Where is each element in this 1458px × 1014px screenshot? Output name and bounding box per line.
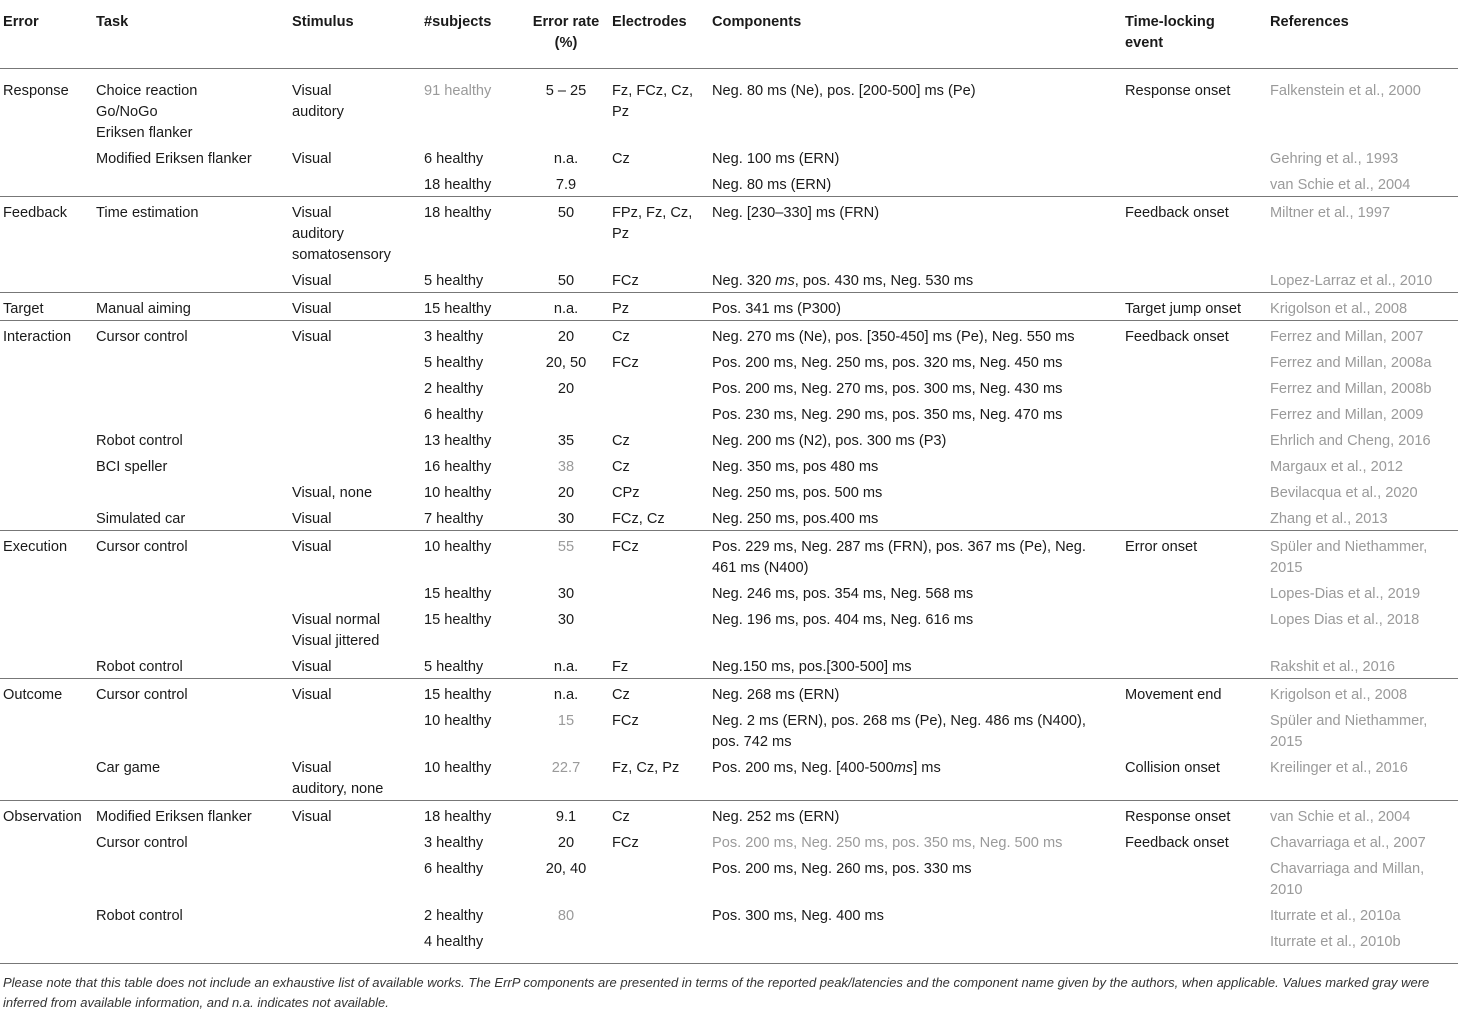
cell-reference: Kreilinger et al., 2016 bbox=[1270, 760, 1408, 776]
cell-subjects: 2 healthy bbox=[424, 908, 484, 924]
cell-subjects: 10 healthy bbox=[424, 485, 492, 501]
cell-error bbox=[0, 170, 96, 197]
cell-reference: Miltner et al., 1997 bbox=[1270, 197, 1458, 267]
cell-components: Neg. 250 ms, pos. 500 ms bbox=[712, 485, 883, 501]
cell-stimulus bbox=[292, 452, 424, 478]
cell-error-rate: 55 bbox=[520, 531, 612, 580]
cell-time-locking: Response onset bbox=[1125, 83, 1231, 99]
cell-task: BCI speller bbox=[96, 459, 168, 475]
cell-stimulus: Visual bbox=[292, 679, 424, 707]
header-electrodes: Electrodes bbox=[612, 0, 712, 69]
table-row bbox=[0, 197, 1458, 267]
cell-task bbox=[96, 478, 292, 504]
cell-electrodes bbox=[612, 901, 712, 927]
cell-electrodes: FPz, Fz, Cz, Pz bbox=[612, 197, 712, 267]
cell-task bbox=[96, 927, 292, 964]
cell-task: Time estimation bbox=[96, 197, 292, 267]
cell-time-locking bbox=[1125, 504, 1270, 531]
table-row bbox=[0, 293, 1458, 321]
cell-time-locking bbox=[1125, 374, 1270, 400]
cell-subjects: 15 healthy bbox=[424, 293, 520, 321]
table-row bbox=[0, 579, 1458, 605]
cell-error: Response bbox=[3, 83, 69, 99]
cell-task: Robot control bbox=[96, 433, 183, 449]
cell-stimulus bbox=[292, 170, 424, 197]
cell-task: Choice reaction Go/NoGo Eriksen flanker bbox=[96, 83, 198, 141]
cell-electrodes: Fz bbox=[612, 659, 629, 675]
cell-components: Pos. 200 ms, Neg. 250 ms, pos. 320 ms, Neg. 450 ms bbox=[712, 355, 1063, 371]
cell-reference: Iturrate et al., 2010b bbox=[1270, 927, 1458, 964]
table-row bbox=[0, 452, 1458, 478]
cell-time-locking bbox=[1125, 144, 1270, 170]
cell-reference: Gehring et al., 1993 bbox=[1270, 151, 1399, 167]
cell-reference: Iturrate et al., 2010a bbox=[1270, 908, 1401, 924]
cell-time-locking bbox=[1125, 400, 1270, 426]
cell-error bbox=[0, 753, 96, 801]
cell-subjects: 7 healthy bbox=[424, 511, 484, 527]
cell-task: Cursor control bbox=[96, 531, 292, 580]
cell-subjects: 91 healthy bbox=[424, 83, 492, 99]
cell-subjects: 4 healthy bbox=[424, 927, 520, 964]
cell-electrodes: FCz bbox=[612, 713, 639, 729]
cell-task bbox=[96, 579, 292, 605]
cell-error: Outcome bbox=[0, 679, 96, 707]
table-row bbox=[0, 426, 1458, 452]
cell-error-rate bbox=[520, 400, 612, 426]
table-row bbox=[0, 927, 1458, 964]
table-body bbox=[0, 69, 1458, 964]
cell-components: Neg. 80 ms (Ne), pos. [200-500] ms (Pe) bbox=[712, 83, 976, 99]
table-row bbox=[0, 605, 1458, 652]
cell-task bbox=[96, 266, 292, 293]
cell-task: Modified Eriksen flanker bbox=[96, 151, 252, 167]
cell-error bbox=[0, 452, 96, 478]
cell-electrodes: Cz bbox=[612, 433, 630, 449]
cell-time-locking bbox=[1125, 652, 1270, 679]
cell-components: Neg. 268 ms (ERN) bbox=[712, 679, 1125, 707]
table-row bbox=[0, 679, 1458, 707]
header-references: References bbox=[1270, 0, 1458, 69]
cell-components: Neg. 252 ms (ERN) bbox=[712, 801, 1125, 829]
table-row bbox=[0, 652, 1458, 679]
cell-stimulus: Visual auditory bbox=[292, 83, 344, 120]
cell-task: Manual aiming bbox=[96, 293, 292, 321]
cell-subjects: 5 healthy bbox=[424, 355, 484, 371]
cell-subjects: 16 healthy bbox=[424, 459, 492, 475]
cell-stimulus bbox=[292, 374, 424, 400]
header-stimulus: Stimulus bbox=[292, 0, 424, 69]
cell-stimulus: Visual bbox=[292, 321, 424, 349]
cell-time-locking: Target jump onset bbox=[1125, 293, 1270, 321]
cell-electrodes: FCz, Cz bbox=[612, 511, 665, 527]
cell-components: Neg. 100 ms (ERN) bbox=[712, 151, 840, 167]
cell-task bbox=[96, 374, 292, 400]
cell-error bbox=[0, 854, 96, 901]
cell-stimulus: Visual bbox=[292, 293, 424, 321]
cell-error bbox=[0, 579, 96, 605]
table-row bbox=[0, 266, 1458, 293]
cell-components: Neg. 350 ms, pos 480 ms bbox=[712, 459, 879, 475]
cell-error-rate: 7.9 bbox=[555, 177, 577, 193]
cell-time-locking bbox=[1125, 452, 1270, 478]
cell-error bbox=[0, 144, 96, 170]
cell-error: Interaction bbox=[0, 321, 96, 349]
cell-error-rate: 20 bbox=[557, 835, 575, 851]
cell-error-rate: 20, 40 bbox=[545, 861, 587, 877]
cell-time-locking: Error onset bbox=[1125, 531, 1270, 580]
cell-reference: van Schie et al., 2004 bbox=[1270, 177, 1411, 193]
cell-stimulus: Visual, none bbox=[292, 485, 373, 501]
cell-reference: Ferrez and Millan, 2007 bbox=[1270, 321, 1458, 349]
cell-components: Neg. 196 ms, pos. 404 ms, Neg. 616 ms bbox=[712, 612, 974, 628]
cell-subjects: 13 healthy bbox=[424, 433, 492, 449]
cell-subjects: 10 healthy bbox=[424, 760, 492, 776]
cell-reference: Spüler and Niethammer, 2015 bbox=[1270, 713, 1428, 750]
cell-task: Cursor control bbox=[96, 321, 292, 349]
header-components: Components bbox=[712, 0, 1125, 69]
cell-stimulus bbox=[292, 901, 424, 927]
cell-error-rate: 38 bbox=[557, 459, 575, 475]
cell-subjects: 15 healthy bbox=[424, 679, 520, 707]
cell-reference: van Schie et al., 2004 bbox=[1270, 801, 1458, 829]
cell-error-rate: 50 bbox=[520, 197, 612, 267]
cell-error bbox=[0, 266, 96, 293]
cell-error-rate: 22.7 bbox=[551, 760, 581, 776]
cell-reference: Chavarriaga et al., 2007 bbox=[1270, 835, 1426, 851]
cell-error bbox=[0, 374, 96, 400]
cell-components: Pos. 200 ms, Neg. 250 ms, pos. 350 ms, Neg. 500 ms bbox=[712, 835, 1063, 851]
cell-error bbox=[0, 504, 96, 531]
cell-stimulus: Visual bbox=[292, 273, 332, 289]
cell-electrodes: Pz bbox=[612, 293, 712, 321]
cell-components: Neg. [230–330] ms (FRN) bbox=[712, 197, 1125, 267]
cell-electrodes: Cz bbox=[612, 801, 712, 829]
cell-error: Execution bbox=[0, 531, 96, 580]
cell-error bbox=[0, 927, 96, 964]
cell-stimulus bbox=[292, 927, 424, 964]
table-row bbox=[0, 828, 1458, 854]
cell-subjects: 6 healthy bbox=[424, 407, 484, 423]
cell-components: Neg. 80 ms (ERN) bbox=[712, 177, 832, 193]
cell-reference: Bevilacqua et al., 2020 bbox=[1270, 485, 1418, 501]
cell-electrodes bbox=[612, 927, 712, 964]
cell-error-rate: 30 bbox=[557, 511, 575, 527]
cell-time-locking: Feedback onset bbox=[1125, 321, 1270, 349]
cell-reference: Chavarriaga and Millan, 2010 bbox=[1270, 861, 1425, 898]
cell-error-rate: n.a. bbox=[520, 293, 612, 321]
header-subjects: #subjects bbox=[424, 0, 520, 69]
cell-subjects: 10 healthy bbox=[424, 531, 520, 580]
table-row bbox=[0, 531, 1458, 580]
cell-error-rate: 15 bbox=[557, 713, 575, 729]
cell-reference: Lopes-Dias et al., 2019 bbox=[1270, 586, 1421, 602]
cell-stimulus bbox=[292, 854, 424, 901]
table-row bbox=[0, 321, 1458, 349]
cell-subjects: 3 healthy bbox=[424, 321, 520, 349]
table-row bbox=[0, 753, 1458, 801]
cell-subjects: 18 healthy bbox=[424, 801, 520, 829]
cell-task: Robot control bbox=[96, 908, 183, 924]
cell-time-locking bbox=[1125, 478, 1270, 504]
cell-stimulus bbox=[292, 706, 424, 753]
cell-electrodes: Fz, Cz, Pz bbox=[612, 760, 680, 776]
cell-reference: Margaux et al., 2012 bbox=[1270, 459, 1404, 475]
cell-stimulus: Visual bbox=[292, 659, 332, 675]
cell-reference: Ferrez and Millan, 2008a bbox=[1270, 355, 1432, 371]
cell-task bbox=[96, 170, 292, 197]
cell-components: Pos. 300 ms, Neg. 400 ms bbox=[712, 908, 884, 924]
cell-error-rate: 20, 50 bbox=[545, 355, 587, 371]
cell-task: Modified Eriksen flanker bbox=[96, 801, 292, 829]
cell-stimulus bbox=[292, 400, 424, 426]
cell-time-locking: Movement end bbox=[1125, 679, 1270, 707]
cell-task: Simulated car bbox=[96, 511, 186, 527]
cell-time-locking bbox=[1125, 927, 1270, 964]
cell-reference: Ferrez and Millan, 2008b bbox=[1270, 381, 1432, 397]
cell-error-rate: n.a. bbox=[553, 659, 579, 675]
cell-stimulus: Visual bbox=[292, 151, 332, 167]
cell-error bbox=[0, 426, 96, 452]
cell-time-locking bbox=[1125, 901, 1270, 927]
cell-error bbox=[0, 652, 96, 679]
table-row bbox=[0, 801, 1458, 829]
cell-error-rate bbox=[520, 927, 612, 964]
cell-stimulus bbox=[292, 828, 424, 854]
cell-electrodes bbox=[612, 605, 712, 652]
cell-error-rate: 80 bbox=[557, 908, 575, 924]
cell-task bbox=[96, 605, 292, 652]
cell-electrodes bbox=[612, 170, 712, 197]
cell-electrodes: Fz, FCz, Cz, Pz bbox=[612, 83, 694, 120]
cell-components: Neg. 2 ms (ERN), pos. 268 ms (Pe), Neg. 486 ms (N400), pos. 742 ms bbox=[712, 713, 1086, 750]
cell-subjects: 6 healthy bbox=[424, 861, 484, 877]
cell-components: Pos. 229 ms, Neg. 287 ms (FRN), pos. 367 ms (Pe), Neg. 461 ms (N400) bbox=[712, 531, 1125, 580]
cell-task: Cursor control bbox=[96, 679, 292, 707]
cell-error bbox=[0, 400, 96, 426]
cell-error-rate: 30 bbox=[557, 586, 575, 602]
cell-time-locking bbox=[1125, 170, 1270, 197]
cell-reference: Falkenstein et al., 2000 bbox=[1270, 83, 1421, 99]
cell-reference: Krigolson et al., 2008 bbox=[1270, 293, 1458, 321]
cell-reference: Zhang et al., 2013 bbox=[1270, 511, 1388, 527]
cell-task bbox=[96, 400, 292, 426]
cell-components: Neg. 250 ms, pos.400 ms bbox=[712, 511, 879, 527]
cell-time-locking: Feedback onset bbox=[1125, 835, 1229, 851]
cell-error bbox=[0, 478, 96, 504]
cell-stimulus: Visual auditory, none bbox=[292, 760, 384, 797]
cell-time-locking: Feedback onset bbox=[1125, 197, 1270, 267]
cell-error bbox=[0, 706, 96, 753]
cell-reference: Lopes Dias et al., 2018 bbox=[1270, 612, 1420, 628]
cell-electrodes: FCz bbox=[612, 355, 639, 371]
cell-electrodes bbox=[612, 400, 712, 426]
table-row bbox=[0, 901, 1458, 927]
cell-error-rate: 20 bbox=[557, 381, 575, 397]
cell-subjects: 15 healthy bbox=[424, 586, 492, 602]
cell-components: Neg.150 ms, pos.[300-500] ms bbox=[712, 659, 912, 675]
cell-subjects: 6 healthy bbox=[424, 151, 484, 167]
cell-reference: Krigolson et al., 2008 bbox=[1270, 679, 1458, 707]
cell-stimulus: Visual bbox=[292, 801, 424, 829]
cell-time-locking bbox=[1125, 579, 1270, 605]
cell-error bbox=[0, 828, 96, 854]
cell-error: Target bbox=[0, 293, 96, 321]
cell-error: Observation bbox=[0, 801, 96, 829]
cell-reference: Ehrlich and Cheng, 2016 bbox=[1270, 433, 1431, 449]
cell-error-rate: 50 bbox=[557, 273, 575, 289]
cell-task: Robot control bbox=[96, 659, 183, 675]
cell-electrodes: Cz bbox=[612, 679, 712, 707]
cell-stimulus: Visual normal Visual jittered bbox=[292, 612, 381, 649]
cell-time-locking bbox=[1125, 426, 1270, 452]
cell-task bbox=[96, 854, 292, 901]
header-task: Task bbox=[96, 0, 292, 69]
cell-components bbox=[712, 927, 1125, 964]
cell-electrodes: Cz bbox=[612, 459, 630, 475]
cell-subjects: 3 healthy bbox=[424, 835, 484, 851]
cell-error: Feedback bbox=[0, 197, 96, 267]
cell-electrodes: FCz bbox=[612, 835, 639, 851]
cell-error-rate: n.a. bbox=[553, 151, 579, 167]
table-row bbox=[0, 478, 1458, 504]
cell-time-locking bbox=[1125, 706, 1270, 753]
cell-error-rate: n.a. bbox=[520, 679, 612, 707]
cell-time-locking bbox=[1125, 348, 1270, 374]
table-row bbox=[0, 69, 1458, 145]
cell-reference: Ferrez and Millan, 2009 bbox=[1270, 407, 1424, 423]
cell-components: Neg. 320 ms, pos. 430 ms, Neg. 530 ms bbox=[712, 273, 974, 289]
cell-components: Pos. 200 ms, Neg. [400-500ms] ms bbox=[712, 760, 941, 776]
header-error: Error bbox=[0, 0, 96, 69]
cell-subjects: 18 healthy bbox=[424, 177, 492, 193]
cell-stimulus bbox=[292, 348, 424, 374]
table-row bbox=[0, 374, 1458, 400]
cell-reference: Lopez-Larraz et al., 2010 bbox=[1270, 273, 1433, 289]
cell-task bbox=[96, 348, 292, 374]
cell-components: Pos. 200 ms, Neg. 260 ms, pos. 330 ms bbox=[712, 861, 972, 877]
cell-components: Neg. 246 ms, pos. 354 ms, Neg. 568 ms bbox=[712, 586, 974, 602]
cell-electrodes: CPz bbox=[612, 485, 640, 501]
cell-error bbox=[0, 901, 96, 927]
cell-components: Neg. 270 ms (Ne), pos. [350-450] ms (Pe), Neg. 550 ms bbox=[712, 321, 1125, 349]
cell-stimulus bbox=[292, 426, 424, 452]
header-error-rate: Error rate (%) bbox=[520, 0, 612, 69]
header-row bbox=[0, 0, 1458, 69]
cell-subjects: 18 healthy bbox=[424, 197, 520, 267]
table-footnote: Please note that this table does not include an exhaustive list of available works. The ErrP components are presented in terms of the reported peak/latencies and the component name given by the authors, when applicable. Values marked gray were inferred from available information, and n.a. indicates not available. bbox=[3, 975, 1430, 1010]
cell-subjects: 5 healthy bbox=[424, 273, 484, 289]
cell-stimulus bbox=[292, 579, 424, 605]
table-row bbox=[0, 400, 1458, 426]
table-row bbox=[0, 144, 1458, 170]
cell-error-rate: 30 bbox=[557, 612, 575, 628]
cell-time-locking bbox=[1125, 266, 1270, 293]
cell-time-locking: Collision onset bbox=[1125, 760, 1220, 776]
cell-task: Cursor control bbox=[96, 835, 188, 851]
cell-stimulus: Visual auditory somatosensory bbox=[292, 197, 424, 267]
cell-electrodes bbox=[612, 374, 712, 400]
cell-electrodes: FCz bbox=[612, 273, 639, 289]
cell-error-rate: 20 bbox=[557, 485, 575, 501]
cell-error-rate: 9.1 bbox=[520, 801, 612, 829]
cell-task bbox=[96, 706, 292, 753]
cell-task: Car game bbox=[96, 760, 161, 776]
cell-subjects: 5 healthy bbox=[424, 659, 484, 675]
cell-stimulus: Visual bbox=[292, 531, 424, 580]
cell-time-locking bbox=[1125, 854, 1270, 901]
cell-electrodes: Cz bbox=[612, 151, 630, 167]
cell-subjects: 2 healthy bbox=[424, 381, 484, 397]
cell-reference: Spüler and Niethammer, 2015 bbox=[1270, 531, 1458, 580]
cell-electrodes: Cz bbox=[612, 321, 712, 349]
cell-error-rate: 35 bbox=[557, 433, 575, 449]
table-row bbox=[0, 348, 1458, 374]
cell-components: Neg. 200 ms (N2), pos. 300 ms (P3) bbox=[712, 433, 947, 449]
cell-reference: Rakshit et al., 2016 bbox=[1270, 659, 1395, 675]
cell-time-locking bbox=[1125, 605, 1270, 652]
cell-stimulus: Visual bbox=[292, 511, 332, 527]
table-row bbox=[0, 504, 1458, 531]
cell-electrodes bbox=[612, 854, 712, 901]
cell-error bbox=[0, 605, 96, 652]
cell-subjects: 15 healthy bbox=[424, 612, 492, 628]
cell-error bbox=[0, 348, 96, 374]
cell-time-locking: Response onset bbox=[1125, 801, 1270, 829]
table-row bbox=[0, 854, 1458, 901]
cell-electrodes bbox=[612, 579, 712, 605]
cell-electrodes: FCz bbox=[612, 531, 712, 580]
cell-error-rate: 5 – 25 bbox=[545, 83, 587, 99]
cell-components: Pos. 230 ms, Neg. 290 ms, pos. 350 ms, Neg. 470 ms bbox=[712, 407, 1063, 423]
cell-components: Pos. 341 ms (P300) bbox=[712, 293, 1125, 321]
table-row bbox=[0, 170, 1458, 197]
table-row bbox=[0, 706, 1458, 753]
cell-subjects: 10 healthy bbox=[424, 713, 492, 729]
header-time-locking: Time-locking event bbox=[1125, 0, 1270, 69]
cell-components: Pos. 200 ms, Neg. 270 ms, pos. 300 ms, Neg. 430 ms bbox=[712, 381, 1063, 397]
cell-error-rate: 20 bbox=[520, 321, 612, 349]
